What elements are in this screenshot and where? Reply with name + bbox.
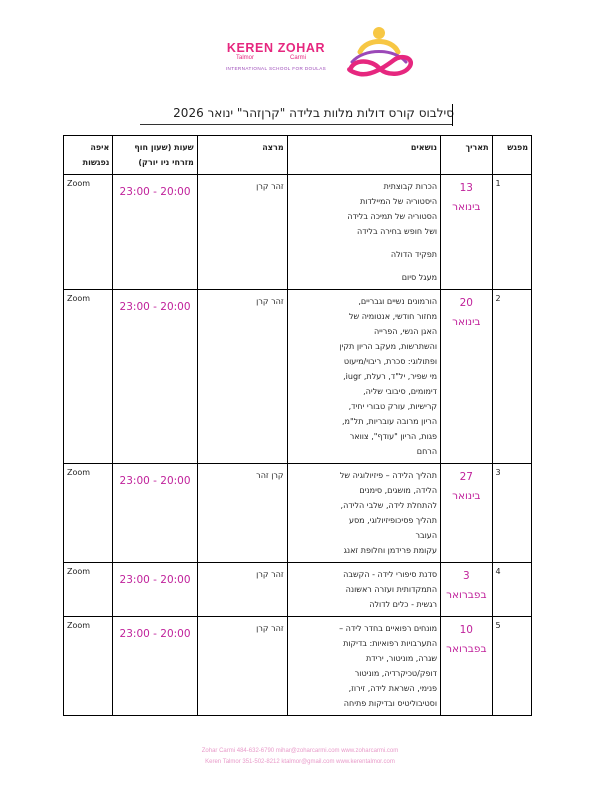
session-topics [287, 290, 440, 464]
topic-line: מי שפיר, יל"ד, רעלת, iugr, [343, 372, 438, 381]
session-topics [287, 617, 440, 716]
header-location: איפה נפגשות [64, 136, 113, 175]
session-topics [287, 175, 440, 290]
session-date: 3 בפברואר [441, 563, 493, 617]
topic-line: מונחים רפואיים בחדר לידה – [339, 624, 438, 633]
table-row [64, 175, 532, 290]
topic-line: ופתולוגי: סכרת, ריבוי/מיעוט [343, 357, 438, 366]
footer-contacts [150, 746, 450, 768]
session-lecturer: זהר קרן [197, 563, 287, 617]
topic-line: פנימי, השראת לידה, זירוז, [348, 684, 438, 693]
topic-line: סדנת סיפורי לידה - הקשבה [343, 570, 438, 579]
session-location: Zoom [64, 464, 113, 563]
logo-wordmark [214, 41, 338, 71]
topic-line: והשתרשות, מעקב הריון תקין [339, 342, 438, 351]
session-lecturer: קרן זהר [197, 464, 287, 563]
footer-line-keren: Keren Talmor 351-502-8212 ktalmor@gmail.com www.kerentalmor.com [205, 759, 395, 765]
topic-line: הריון מרובה עובריות, תל"מ, [341, 417, 438, 426]
session-hours: 20:00 - 23:00 [113, 563, 197, 617]
topic-line: היסטוריה של המיילדות [360, 197, 438, 206]
topic-line: הרחם [416, 447, 438, 456]
topic-line: רגשית - כלים לדולה [369, 600, 438, 609]
table-row [64, 464, 532, 563]
session-hours: 20:00 - 23:00 [113, 290, 197, 464]
session-hours: 20:00 - 23:00 [113, 617, 197, 716]
topic-line: תהליך הלידה – פיזיולוגיה של [339, 471, 438, 480]
doula-logo-icon [344, 24, 418, 80]
session-lecturer: זהר קרן [197, 175, 287, 290]
topic-line: קרישיות, עורק טבורי יחיד, [348, 402, 438, 411]
session-date: 27 בינואר [441, 464, 493, 563]
session-location: Zoom [64, 617, 113, 716]
topic-line: ושל חופש בחירה בלידה [357, 227, 438, 236]
session-number: 5 [492, 617, 531, 716]
session-date: 20 בינואר [441, 290, 493, 464]
topic-line: דופק/טכיקרדיה, מוניטור [354, 669, 438, 678]
topic-line: הלידה, מושגים, סימנים [359, 486, 438, 495]
topic-line [291, 239, 437, 247]
session-location: Zoom [64, 175, 113, 290]
session-number: 4 [492, 563, 531, 617]
topic-line: עקומת פרידמן וחלופת זאנג [343, 546, 438, 555]
session-lecturer: זהר קרן [197, 617, 287, 716]
topic-line: התערבויות רפואיות: בדיקות [343, 639, 438, 648]
session-number: 1 [492, 175, 531, 290]
session-topics [287, 464, 440, 563]
topic-line: שגרה, מוניטור, ירידת [365, 654, 438, 663]
session-location: Zoom [64, 290, 113, 464]
text-cursor [452, 104, 453, 126]
topic-line: הסטוריה של תמיכה בלידה [347, 212, 438, 221]
topic-line: מעגל סיום [401, 273, 438, 282]
header-date: תאריך [441, 136, 493, 175]
header-hours: שעות (שעון חוף מזרחי ניו יורק) [113, 136, 197, 175]
founder-name-left: Talmor [236, 55, 255, 61]
founder-names [214, 55, 338, 65]
session-topics [287, 563, 440, 617]
topic-line: הורמונים נשיים וגבריים, [358, 297, 438, 306]
topic-line: פגות, הריון "עודף", צוואר [349, 432, 438, 441]
founder-name-right: Carmi [290, 55, 306, 61]
topic-line: העובר [415, 531, 438, 540]
session-number: 3 [492, 464, 531, 563]
session-location: Zoom [64, 563, 113, 617]
session-date: 10 בפברואר [441, 617, 493, 716]
topic-line: וסטיבוליטיס ובדיקות פתיחה [343, 699, 438, 708]
brand-name: KEREN ZOHAR [226, 41, 326, 55]
syllabus-table [63, 135, 532, 716]
topic-line: דימומים, סיבובי שליה, [363, 387, 438, 396]
table-row [64, 290, 532, 464]
table-row [64, 563, 532, 617]
topic-line: להתחלת לידה, שלבי הלידה, [340, 501, 438, 510]
topic-line: תהליך פסיכופיזיולוגי, מסע [348, 516, 438, 525]
topic-line: האגן הנשי, הפרייה [373, 327, 438, 336]
topic-line: הכרות קבוצתית [383, 182, 438, 191]
session-hours: 20:00 - 23:00 [113, 464, 197, 563]
topic-line: התמקדותית ועזרה ראשונה [345, 585, 438, 594]
topic-line: מחזור חודשי, אנטומיה של [348, 312, 438, 321]
footer-line-zohar: Zohar Carmi 484-632-6790 mihar@zoharcarmi.com www.zoharcarmi.com [201, 748, 399, 754]
header-topics: נושאים [287, 136, 440, 175]
topic-line [291, 262, 437, 270]
table-row [64, 617, 532, 716]
session-number: 2 [492, 290, 531, 464]
school-name: INTERNATIONAL SCHOOL FOR DOULAS [225, 66, 327, 71]
syllabus-body [64, 175, 532, 716]
header-lecturer: מרצה [197, 136, 287, 175]
session-date: 13 בינואר [441, 175, 493, 290]
header-session: מפגש [492, 136, 531, 175]
title-underline [140, 124, 452, 125]
session-lecturer: זהר קרן [197, 290, 287, 464]
table-header-row [64, 136, 532, 175]
topic-line: תפקיד הדולה [390, 250, 438, 259]
page-title: סילבוס קורס דולות מלוות בלידה "קרןזהר" ינואר 2026 [173, 106, 454, 120]
session-hours: 20:00 - 23:00 [113, 175, 197, 290]
